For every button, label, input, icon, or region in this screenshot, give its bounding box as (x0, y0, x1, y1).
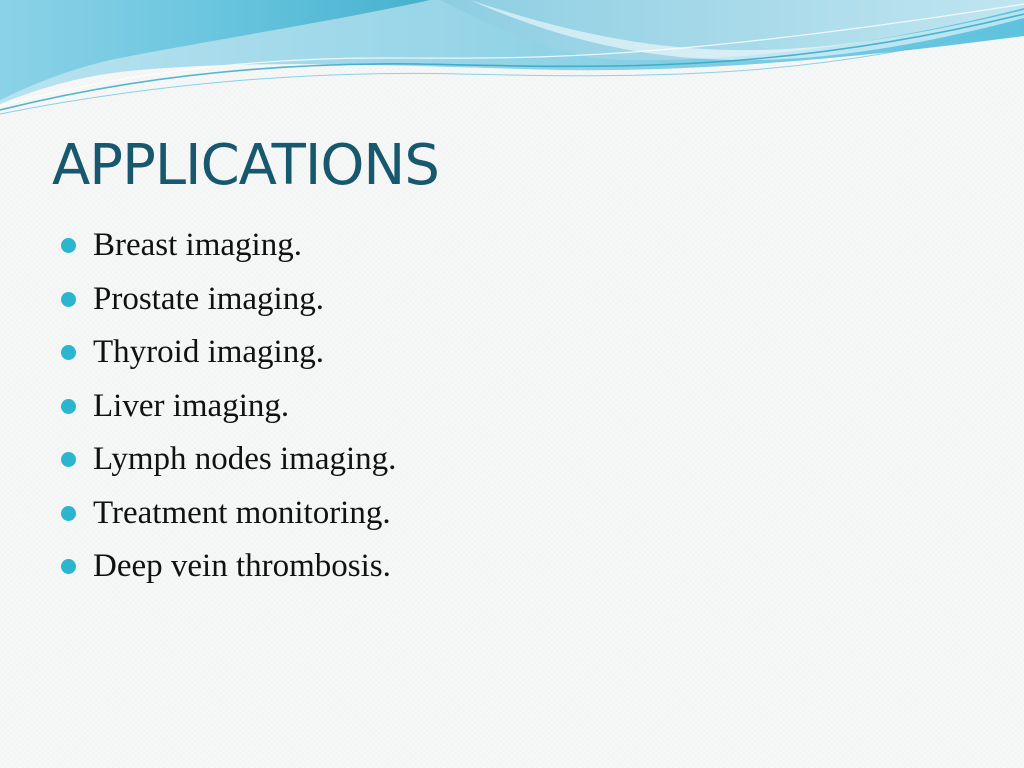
bullet-dot-icon (61, 238, 76, 253)
bullet-dot-icon (61, 452, 76, 467)
bullet-dot-icon (61, 506, 76, 521)
bullet-item-prostate-imaging (60, 273, 396, 327)
slide-title: APPLICATIONS (52, 133, 439, 198)
bullet-item-deep-vein-thrombosis (60, 540, 396, 594)
bullet-text: Deep vein thrombosis. (93, 548, 391, 584)
bullet-dot-icon (61, 399, 76, 414)
bullet-text: Treatment monitoring. (93, 494, 391, 531)
bullet-text: Lymph nodes imaging. (93, 441, 397, 477)
header-wave-decoration (0, 0, 1024, 130)
bullet-list (60, 219, 396, 594)
bullet-item-lymph-nodes-imaging (60, 433, 396, 487)
bullet-text: Breast imaging. (93, 227, 302, 263)
bullet-dot-icon (61, 345, 76, 360)
bullet-item-thyroid-imaging (60, 326, 396, 380)
bullet-text: Liver imaging. (93, 387, 290, 424)
bullet-item-treatment-monitoring (60, 487, 396, 541)
bullet-item-liver-imaging (60, 380, 396, 434)
bullet-text: Prostate imaging. (93, 280, 324, 317)
bullet-text: Thyroid imaging. (93, 334, 324, 370)
bullet-item-breast-imaging (60, 219, 396, 273)
bullet-dot-icon (61, 559, 76, 574)
bullet-dot-icon (61, 292, 76, 307)
